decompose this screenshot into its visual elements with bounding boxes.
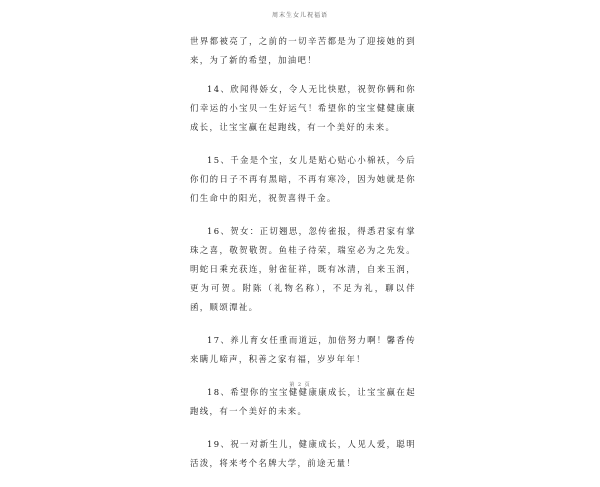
paragraph-item-17: 17、养儿育女任重而道远，加倍努力啊！馨香传来瞒儿啼声，积善之家有福，岁岁年年！ — [190, 335, 416, 364]
paragraph-item-16: 16、贺女：正切翘思，忽传雀报，得悉君家有掌珠之喜，敬贺敬贺。鱼桂子待荣，瑞室必为之先发。明蛇日乘充获连，射雀征祥，既有冰清，自来玉润，更为可贺。附陈（礼物名称），不足为礼，聊以伴函，顺颂潭祉。 — [190, 226, 416, 312]
page-header: 周末生女儿祝福语 — [271, 12, 328, 19]
paragraph-item-18: 18、希望你的宝宝健健康康成长，让宝宝赢在起跑线，有一个美好的未来。 — [190, 387, 416, 416]
paragraph-continued: 世界都被亮了，之前的一切辛苦都是为了迎接她的到来，为了新的希望，加油吧！ — [190, 36, 416, 65]
page-number: 第 2 页 — [289, 382, 311, 388]
paragraph-item-15: 15、千金是个宝，女儿是贴心贴心小棉袄，今后你们的日子不再有黑暗，不再有寒冷，因为她就是你们生命中的阳光，祝贺喜得千金。 — [190, 155, 416, 203]
paragraph-item-14: 14、欣闻得娇女，令人无比快慰，祝贺你俩和你们幸运的小宝贝一生好运气！希望你的宝宝健健康康成长，让宝宝赢在起跑线，有一个美好的未来。 — [190, 84, 416, 132]
paragraph-item-19: 19、祝一对新生儿，健康成长，人见人爱，聪明活泼，将来考个名牌大学，前途无量！ — [190, 439, 416, 468]
document-body — [190, 32, 416, 487]
